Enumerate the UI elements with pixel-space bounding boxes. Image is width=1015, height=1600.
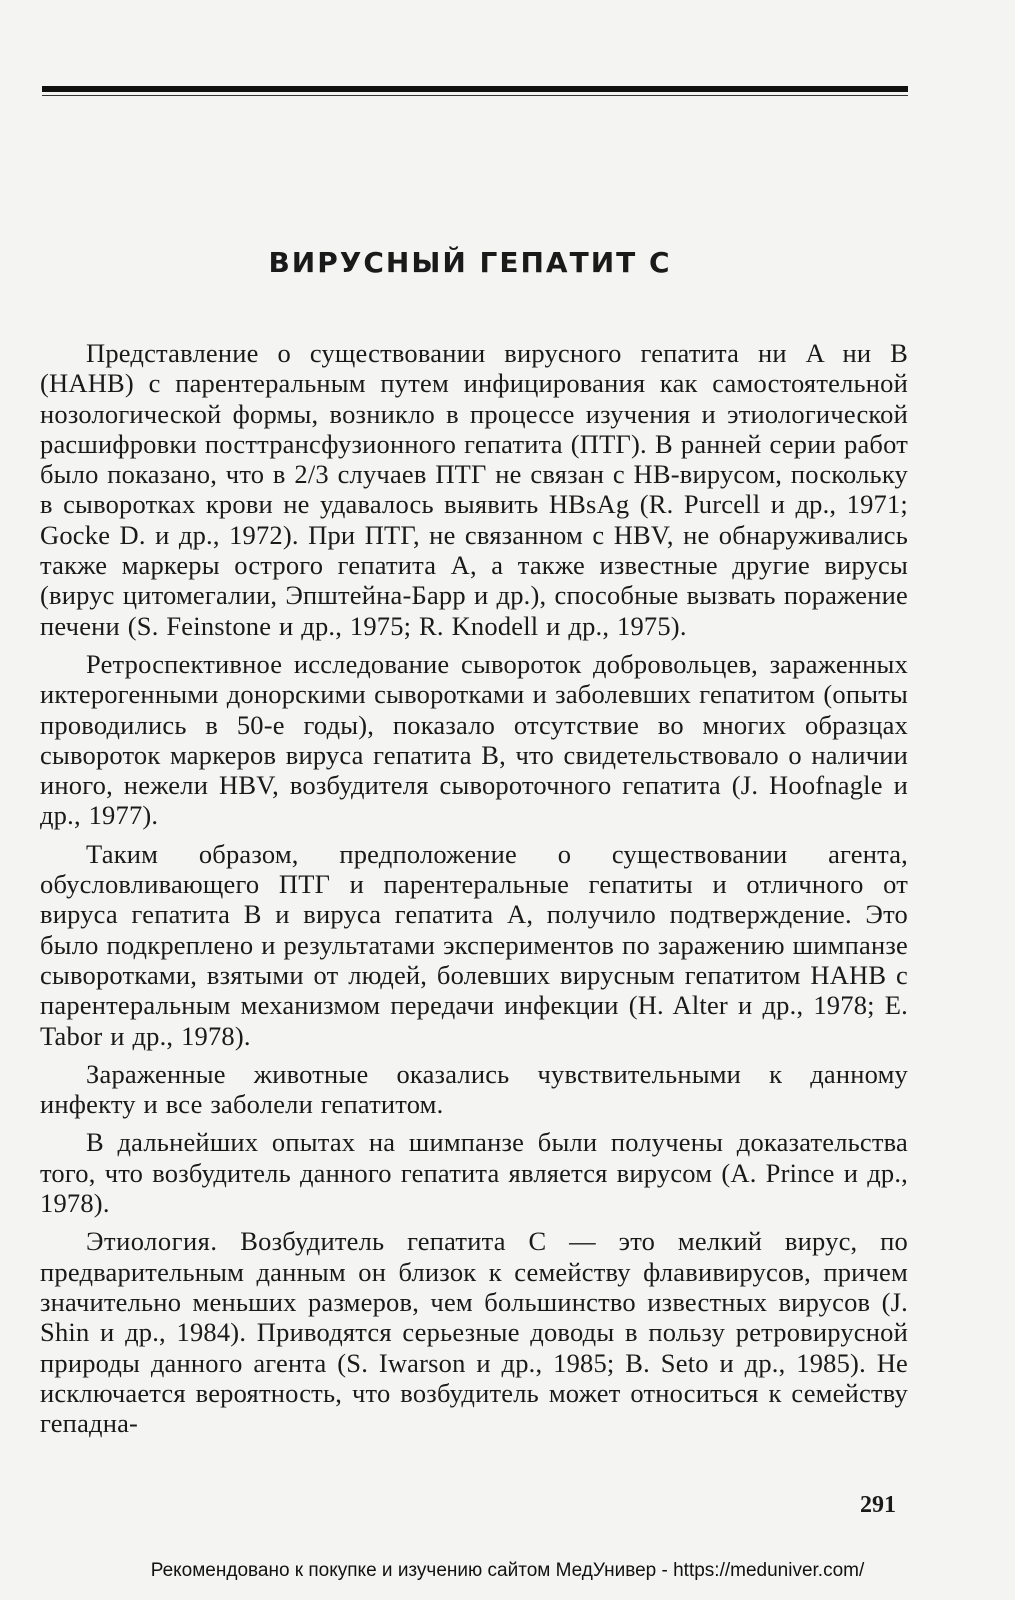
page-number: 291 bbox=[860, 1492, 896, 1518]
paragraph-2: Ретроспективное исследование сывороток добровольцев, зараженных иктерогенными донорскими сыворотками и заболевших гепатитом (опыты проводились в 50-е годы), показало отсутствие во многих образцах сывороток маркеров вируса гепатита В, что свидетельствовало о наличии иного, нежели HBV, возбудителя сывороточного гепатита (J. Hoofnagle и др., 1977). bbox=[40, 648, 908, 831]
chapter-title: ВИРУСНЫЙ ГЕПАТИТ С bbox=[268, 246, 672, 279]
paragraph-etiology bbox=[40, 1226, 908, 1438]
etiology-text: Возбудитель гепатита С — это мелкий вирус, по предварительным данным он близок к семейству флавивирусов, причем значительно меньших размеров, чем большинство известных вирусов (J. Shin и др., 1984). Приводятся серьезные доводы в пользу ретровирусной природы данного агента (S. Iwarson и др., 1985; B. Seto и др., 1985). Не исключается вероятность, что возбудитель может относиться к семейству гепадна- bbox=[40, 1226, 908, 1439]
paragraph-5: В дальнейших опытах на шимпанзе были получены доказательства того, что возбудитель данного гепатита является вирусом (A. Prince и др., 1978). bbox=[40, 1127, 908, 1219]
header-rule bbox=[42, 86, 908, 92]
chapter-body bbox=[40, 338, 908, 1446]
etiology-heading: Этиология. bbox=[86, 1226, 218, 1257]
footer-note: Рекомендовано к покупке и изучению сайтом МедУнивер - https://meduniver.com/ bbox=[150, 1560, 865, 1581]
paragraph-1: Представление о существовании вирусного гепатита ни A ни B (НАНВ) с парентеральным путем инфицирования как самостоятельной нозологической формы, возникло в процессе изучения и этиологической расшифровки посттрансфузионного гепатита (ПТГ). В ранней серии работ было показано, что в 2/3 случаев ПТГ не связан с НВ-вирусом, поскольку в сыворотках крови не удавалось выявить HBsAg (R. Purcell и др., 1971; Gocke D. и др., 1972). При ПТГ, не связанном с HBV, не обнаруживались также маркеры острого гепатита А, а также известные другие вирусы (вирус цитомегалии, Эпштейна-Барр и др.), способные вызвать поражение печени (S. Feinstone и др., 1975; R. Knodell и др., 1975). bbox=[40, 338, 908, 641]
header-rule-thin bbox=[42, 95, 908, 96]
paragraph-3: Таким образом, предположение о существовании агента, обусловливающего ПТГ и парентеральные гепатиты и отличного от вируса гепатита В и вируса гепатита А, получило подтверждение. Это было подкреплено и результатами экспериментов по заражению шимпанзе сыворотками, взятыми от людей, болевших вирусным гепатитом НАНВ с парентеральным механизмом передачи инфекции (H. Alter и др., 1978; E. Tabor и др., 1978). bbox=[40, 838, 908, 1051]
paragraph-4: Зараженные животные оказались чувствительными к данному инфекту и все заболели гепатитом. bbox=[40, 1058, 908, 1120]
